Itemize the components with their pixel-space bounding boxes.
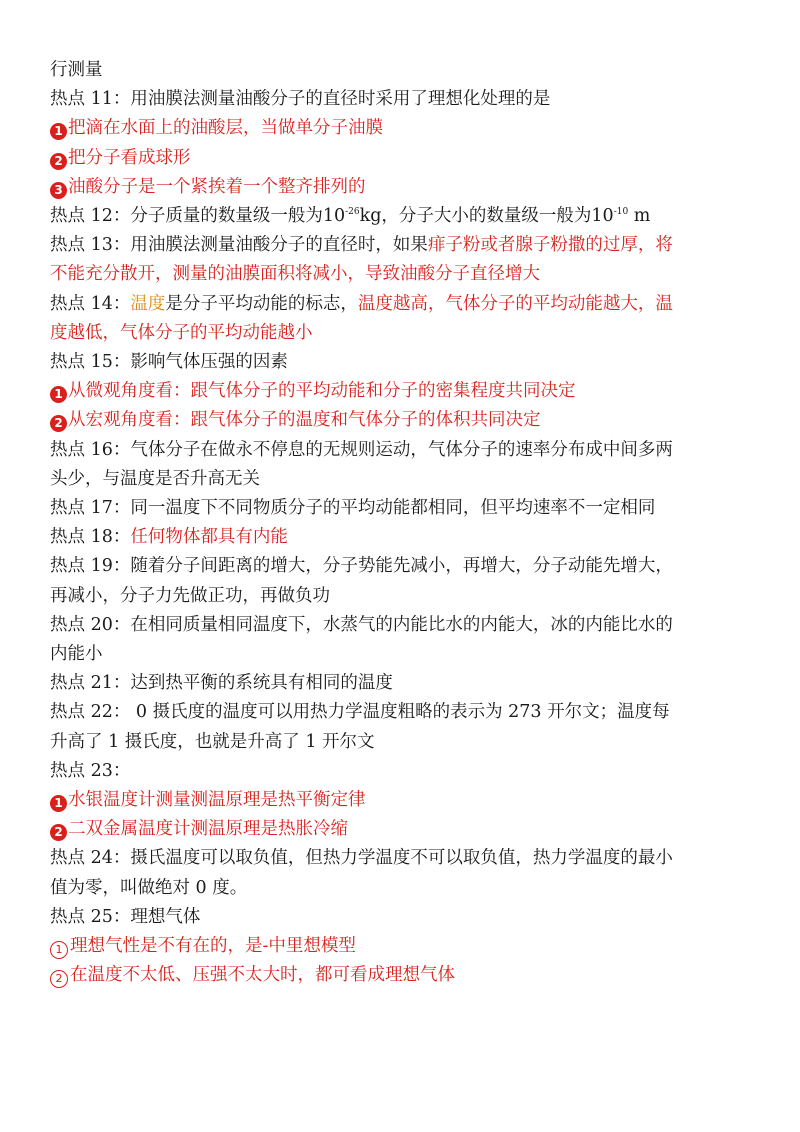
hotspot-22: 热点 22： 0 摄氏度的温度可以用热力学温度粗略的表示为 273 开尔文；温度每 bbox=[50, 702, 670, 723]
number-1-icon: 1 bbox=[50, 123, 67, 140]
text-line: 度越低，气体分子的平均动能越小 bbox=[50, 322, 313, 343]
number-3-icon: 3 bbox=[50, 182, 67, 199]
text-line: 头少，与温度是否升高无关 bbox=[50, 468, 260, 489]
list-item: 3 油酸分子是一个紧挨着一个整齐排列的 bbox=[50, 173, 760, 202]
hotspot-14: 热点 14：温度是分子平均动能的标志，温度越高，气体分子的平均动能越大，温 bbox=[50, 293, 673, 314]
hotspot-19: 热点 19：随着分子间距离的增大，分子势能先减小，再增大，分子动能先增大， bbox=[50, 556, 673, 577]
hotspot-23-title: 热点 23： bbox=[50, 760, 131, 781]
hotspot-13: 热点 13：用油膜法测量油酸分子的直径时，如果痱子粉或者腺子粉撒的过厚，将 bbox=[50, 235, 673, 256]
list-item: 2 把分子看成球形 bbox=[50, 144, 760, 173]
hotspot-18: 热点 18：任何物体都具有内能 bbox=[50, 527, 288, 548]
hotspot-15-title: 热点 15：影响气体压强的因素 bbox=[50, 352, 288, 373]
hotspot-21: 热点 21：达到热平衡的系统具有相同的温度 bbox=[50, 673, 393, 694]
list-item: 1 水银温度计测量测温原理是热平衡定律 bbox=[50, 786, 760, 815]
number-2-icon: 2 bbox=[50, 415, 67, 432]
text-line: 值为零，叫做绝对 0 度。 bbox=[50, 877, 248, 898]
number-2-icon: 2 bbox=[50, 153, 67, 170]
hotspot-24: 热点 24：摄氏温度可以取负值，但热力学温度不可以取负值，热力学温度的最小 bbox=[50, 848, 673, 869]
hotspot-17: 热点 17：同一温度下不同物质分子的平均动能都相同，但平均速率不一定相同 bbox=[50, 498, 656, 519]
number-2-icon: 2 bbox=[50, 824, 67, 841]
number-1-icon: 1 bbox=[50, 386, 67, 403]
list-item: 2 二双金属温度计测温原理是热胀冷缩 bbox=[50, 815, 760, 844]
text-line: 内能小 bbox=[50, 644, 103, 665]
hotspot-11-title: 热点 11：用油膜法测量油酸分子的直径时采用了理想化处理的是 bbox=[50, 89, 551, 110]
hotspot-20: 热点 20：在相同质量相同温度下，水蒸气的内能比水的内能大，冰的内能比水的 bbox=[50, 614, 673, 635]
list-item: 1 理想气性是不有在的，是-中里想模型 bbox=[50, 932, 760, 961]
list-item: 2 从宏观角度看：跟气体分子的温度和气体分子的体积共同决定 bbox=[50, 406, 760, 435]
list-item: 1 把滴在水面上的油酸层，当做单分子油膜 bbox=[50, 114, 760, 143]
list-item: 2 在温度不太低、压强不太大时，都可看成理想气体 bbox=[50, 961, 760, 990]
list-item: 1 从微观角度看：跟气体分子的平均动能和分子的密集程度共同决定 bbox=[50, 377, 760, 406]
text-line: 升高了 1 摄氏度，也就是升高了 1 开尔文 bbox=[50, 731, 375, 752]
hotspot-16: 热点 16：气体分子在做永不停息的无规则运动，气体分子的速率分布成中间多两 bbox=[50, 439, 673, 460]
text-line: 行测量 bbox=[50, 60, 103, 80]
text-line: 再减小，分子力先做正功，再做负功 bbox=[50, 585, 330, 606]
hotspot-25-title: 热点 25：理想气体 bbox=[50, 906, 201, 927]
circled-1-icon: 1 bbox=[50, 941, 68, 959]
text-line: 不能充分散开，测量的油膜面积将减小，导致油酸分子直径增大 bbox=[50, 264, 540, 285]
circled-2-icon: 2 bbox=[50, 970, 68, 988]
hotspot-12: 热点 12：分子质量的数量级一般为$10^{-26}kg$，分子大小的数量级一般为$10^{-10}$ m bbox=[50, 206, 651, 227]
number-1-icon: 1 bbox=[50, 795, 67, 812]
